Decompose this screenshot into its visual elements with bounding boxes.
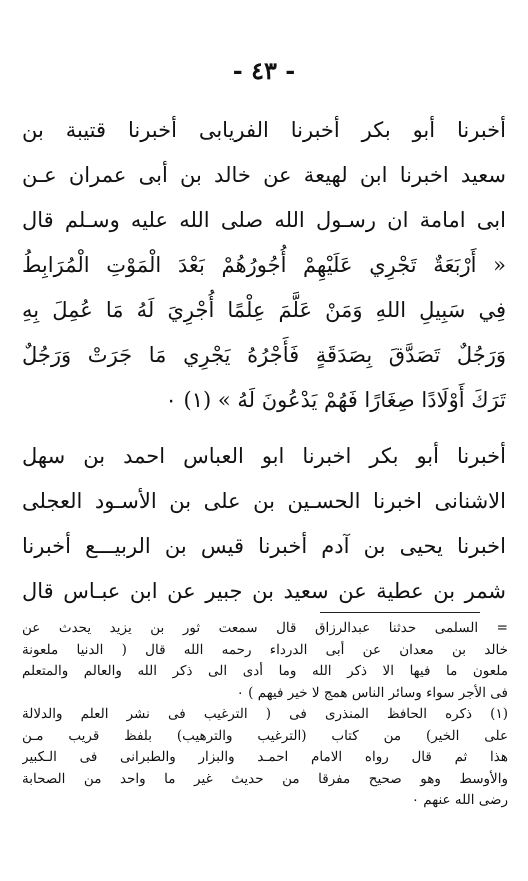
footnote-divider <box>320 612 480 613</box>
footnote-line: خالد بن معدان عن أبى الدرداء رحمه الله قال ( الدنيا ملعونة <box>22 641 508 658</box>
footnote-line: على الخير) من كتاب (الترغيب والترهيب) بلفظ قريب مـن <box>22 727 508 744</box>
paragraph <box>22 108 506 423</box>
hadith-line: تَرَكَ أَوْلَادًا صِغَارًا فَهُمْ يَدْعُونَ لَهُ » (١) ٠ <box>165 388 506 412</box>
footnote-line: فى الأجر سواء وسائر الناس همج لا خير فيهم ) ٠ <box>236 684 508 701</box>
footnotes <box>22 618 508 812</box>
footnote-line: (١) ذكره الحافظ المنذرى فى ( الترغيب فى نشر العلم والدلالة <box>22 706 508 722</box>
footnote-line: ملعون ما فيها الا ذكر الله وما أدى الى ذكر الله والعالم والمتعلم <box>22 663 508 679</box>
footnote-line: رضى الله عنهم ٠ <box>411 792 508 808</box>
text-line: شمر بن عطية عن سعيد بن جبير عن ابن عبـاس قال <box>22 579 506 603</box>
footnote-line: هذا ثم قال رواه الامام احمـد والبزار والطبرانى فى الـكبير <box>22 749 508 765</box>
hadith-line: وَرَجُلٌ تَصَدَّقَ بِصَدَقَةٍ فَأَجْرُهُ يَجْرِي مَا جَرَتْ وَرَجُلٌ <box>22 343 506 367</box>
hadith-line: « أَرْبَعَةٌ تَجْرِي عَلَيْهِمْ أُجُورُهُمْ بَعْدَ الْمَوْتِ الْمُرَابِطُ <box>22 253 506 277</box>
footnote-line: والأوسط وهو صحيح مفرقا من حديث غير ما واحد من الصحابة <box>22 770 508 787</box>
page-number: - ٤٣ - <box>232 56 296 85</box>
paragraph-gap <box>22 423 506 434</box>
text-line: سعيد اخبرنا ابن لهيعة عن خالد بن أبى عمران عـن <box>22 163 506 187</box>
hadith-line: فِي سَبِيلِ اللهِ وَمَنْ عَلَّمَ عِلْمًا أُجْرِيَ لَهُ مَا عُمِلَ بِهِ <box>22 298 506 322</box>
text-line: اخبرنا يحيى بن آدم أخبرنا قيس بن الربيـــع أخبرنا <box>22 534 506 558</box>
text-line: ابى امامة ان رسـول الله صلى الله عليه وسـلم قال <box>22 208 506 232</box>
footnote-line: = السلمى حدثنا عبدالرزاق قال سمعت ثور بن يزيد يحدث عن <box>22 620 508 636</box>
text-line: أخبرنا أبو بكر اخبرنا ابو العباس احمد بن سهل <box>22 444 506 468</box>
main-text <box>22 108 506 614</box>
text-line: أخبرنا أبو بكر أخبرنا الفريابى أخبرنا قتيبة بن <box>22 118 506 142</box>
text-line: الاشنانى اخبرنا الحسـين بن على بن الأسـود العجلى <box>22 489 506 513</box>
paragraph <box>22 434 506 614</box>
